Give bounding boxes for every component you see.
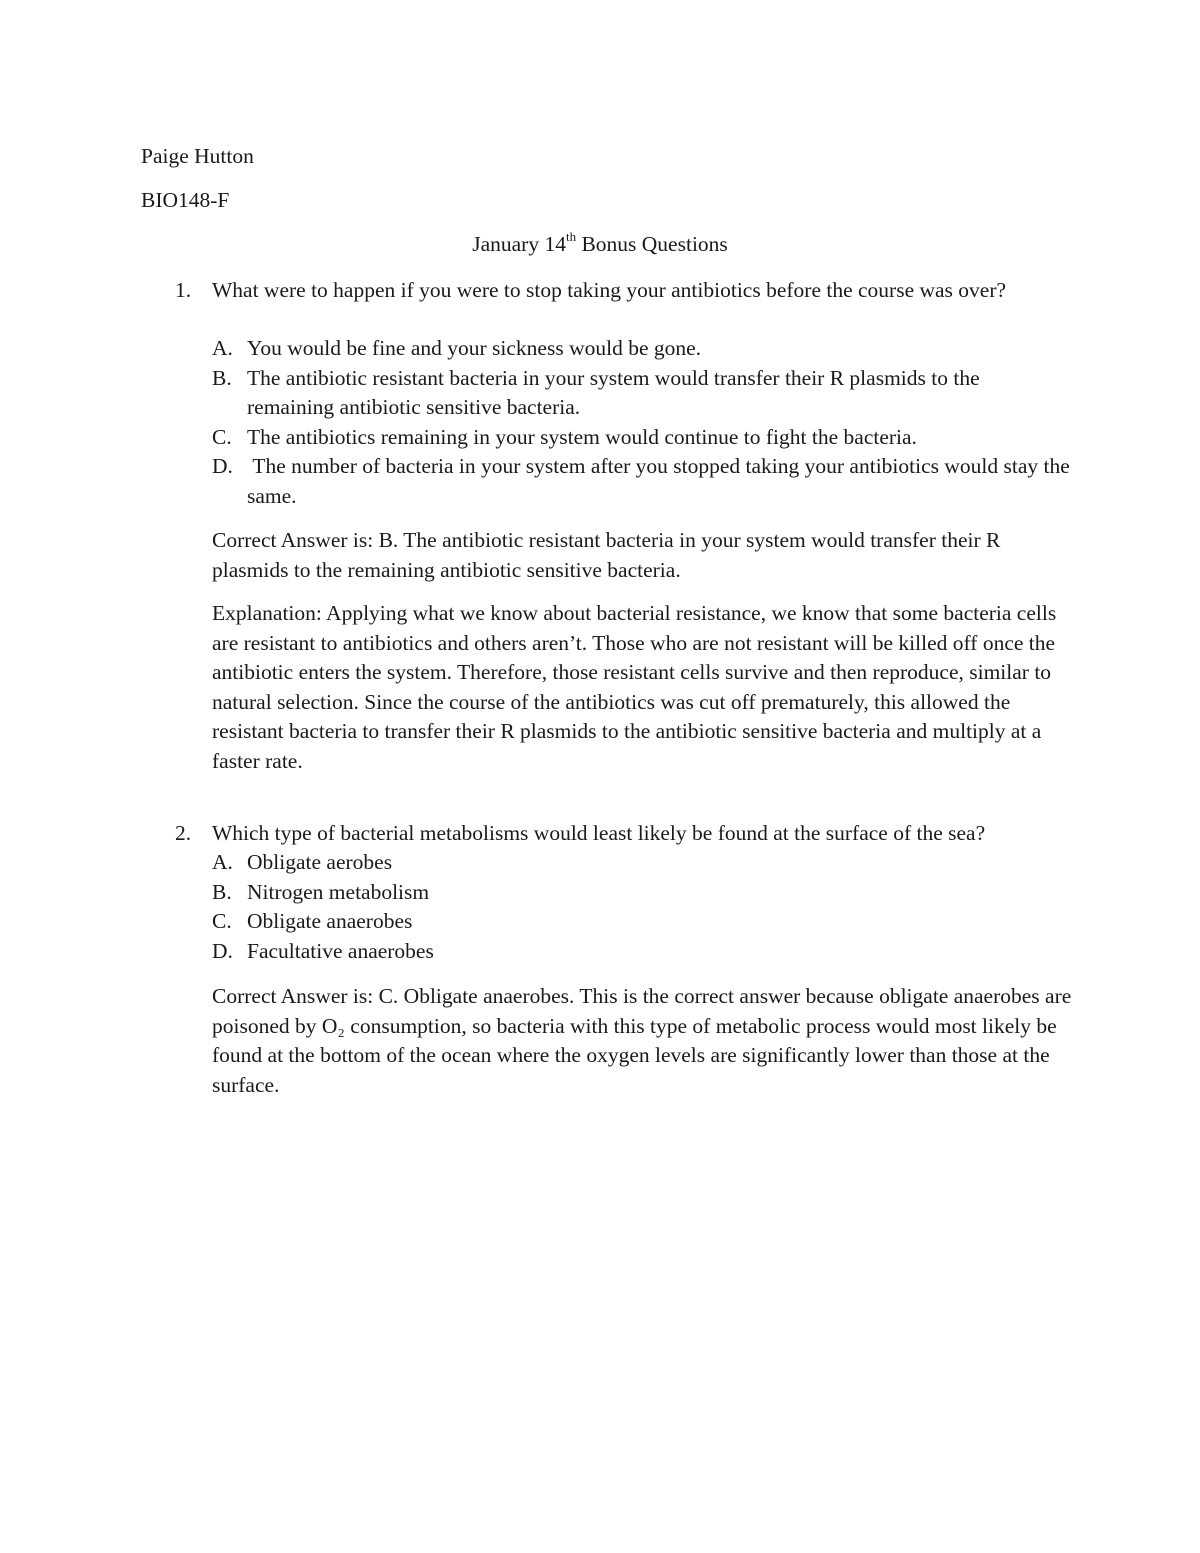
question-number: 2.	[175, 821, 192, 845]
option-c	[212, 907, 1072, 937]
question-2-correct-answer: Correct Answer is: C. Obligate anaerobes. This is the correct answer because obligate anaerobes are poisoned by O₂ consumption, so bacteria with this type of metabolic process would most likely be found at the bottom of the ocean where the oxygen levels are significantly lower than those at the surface.	[212, 984, 1072, 1097]
option-d	[212, 937, 1072, 967]
question-2-options	[212, 848, 1072, 966]
title-superscript: th	[565, 228, 577, 244]
option-letter: B.	[212, 365, 232, 390]
option-letter: D.	[212, 454, 233, 478]
option-text: You would be fine and your sickness would be gone.	[247, 336, 702, 360]
option-letter: C.	[212, 909, 232, 933]
option-text: Obligate aerobes	[247, 850, 393, 874]
title-prefix: January 14	[472, 232, 566, 256]
option-c	[212, 423, 1072, 453]
question-text: What were to happen if you were to stop taking your antibiotics before the course was over?	[212, 278, 1007, 302]
option-a	[212, 334, 1072, 364]
option-text: Nitrogen metabolism	[247, 879, 430, 904]
author-name: Paige Hutton	[141, 144, 254, 168]
option-text: The antibiotics remaining in your system would continue to fight the bacteria.	[247, 424, 917, 449]
option-a	[212, 848, 1072, 878]
document-title	[0, 230, 1200, 260]
option-text: The number of bacteria in your system after you stopped taking your antibiotics would stay the same.	[247, 454, 1076, 508]
option-letter: D.	[212, 938, 233, 963]
title-suffix: Bonus Questions	[576, 232, 728, 256]
question-text: Which type of bacterial metabolisms would least likely be found at the surface of the sea?	[212, 821, 986, 845]
question-number: 1.	[175, 278, 192, 302]
course-code: BIO148-F	[141, 188, 230, 212]
option-text: The antibiotic resistant bacteria in your system would transfer their R plasmids to the remaining antibiotic sensitive bacteria.	[247, 365, 980, 419]
question-1-options	[212, 334, 1076, 511]
option-b	[212, 878, 1072, 908]
option-letter: A.	[212, 336, 233, 360]
option-letter: A.	[212, 850, 233, 874]
question-1-explanation: Explanation: Applying what we know about bacterial resistance, we know that some bacteria cells are resistant to antibiotics and others aren’t. Those who are not resistant will be killed off once the antibiotic enters the system. Therefore, those resistant cells survive and then reproduce, similar to natural selection. Since the course of the antibiotics was cut off prematurely, this allowed the resistant bacteria to transfer their R plasmids to the antibiotic sensitive bacteria and multiply at a faster rate.	[212, 601, 1057, 773]
option-letter: C.	[212, 424, 232, 449]
option-text: Facultative anaerobes	[247, 938, 434, 963]
question-1-correct-answer: Correct Answer is: B. The antibiotic resistant bacteria in your system would transfer their R plasmids to the remaining antibiotic sensitive bacteria.	[212, 528, 1001, 582]
option-b	[212, 364, 1072, 423]
option-text: Obligate anaerobes	[247, 909, 413, 933]
option-letter: B.	[212, 879, 232, 904]
option-d	[212, 452, 1076, 511]
